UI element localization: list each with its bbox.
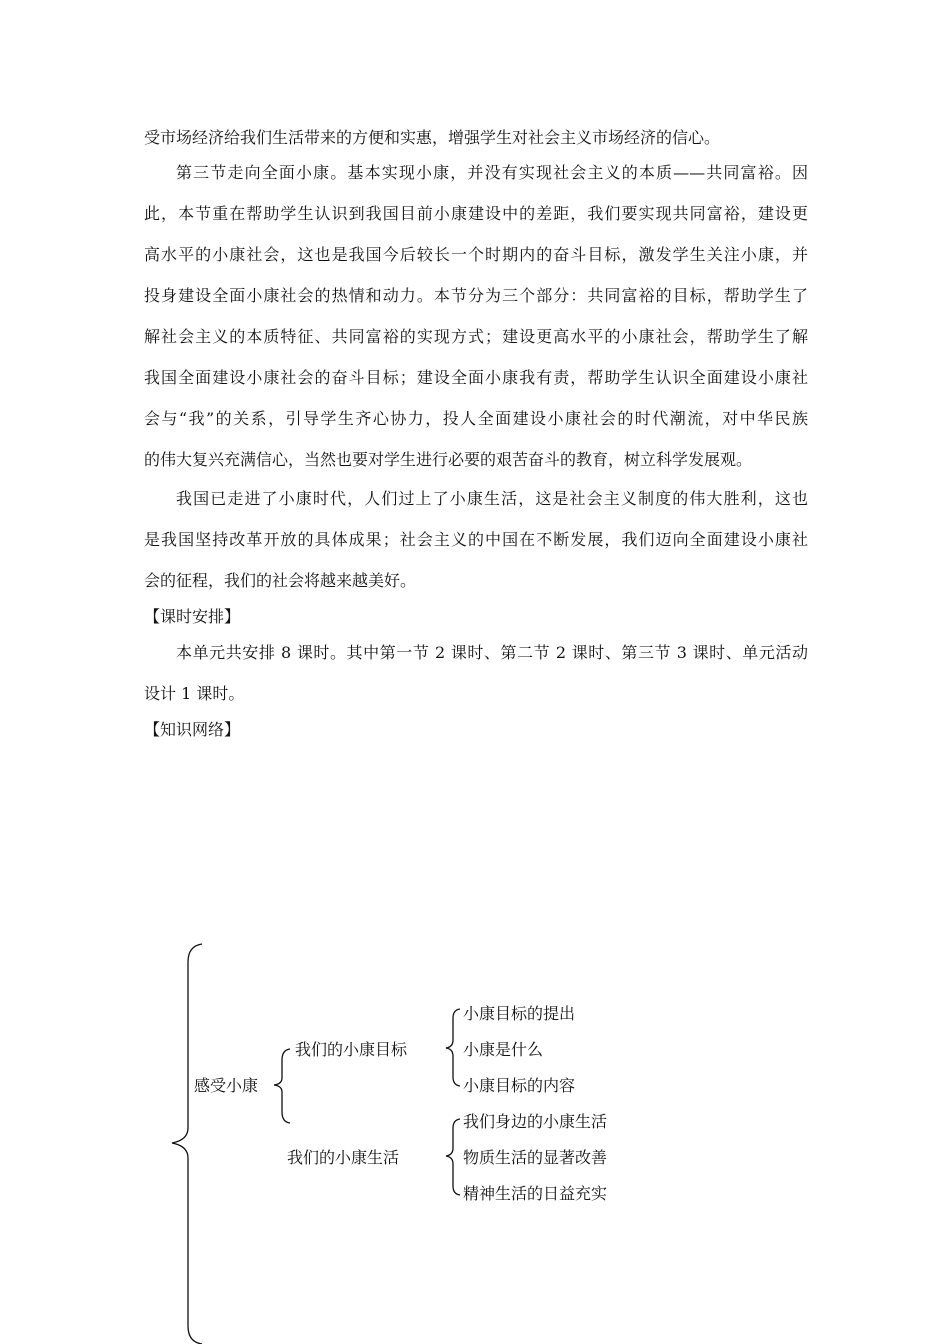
outer-brace (172, 944, 202, 1344)
paragraph-2-line: 会与“我”的关系，引导学生齐心协力，投人全面建设小康社会的时代潮流，对中华民族 (144, 409, 808, 428)
branch-1-brace (446, 1009, 460, 1086)
paragraph-2-line: 高水平的小康社会，这也是我国今后较长一个时期内的奋斗目标，激发学生关注小康，并 (144, 245, 808, 264)
paragraph-2-line: 我国全面建设小康社会的奋斗目标；建设全面小康我有责，帮助学生认识全面建设小康社 (144, 368, 808, 387)
network-root-node: 感受小康 (194, 1076, 259, 1095)
schedule-line: 设计 1 课时。 (144, 684, 245, 703)
network-leaf-item: 小康目标的提出 (463, 1004, 576, 1023)
network-leaf-item: 小康目标的内容 (463, 1076, 576, 1095)
paragraph-2-line: 此，本节重在帮助学生认识到我国目前小康建设中的差距，我们要实现共同富裕，建设更 (144, 204, 808, 223)
paragraph-2-line: 第三节走向全面小康。基本实现小康，并没有实现社会主义的本质——共同富裕。因 (176, 163, 808, 182)
section-heading-network: 【知识网络】 (144, 720, 241, 739)
paragraph-3-line: 是我国坚持改革开放的具体成果；社会主义的中国在不断发展，我们迈向全面建设小康社 (144, 530, 808, 549)
section-heading-schedule: 【课时安排】 (144, 607, 241, 626)
network-branch-label: 我们的小康生活 (287, 1148, 400, 1167)
network-leaf-item: 我们身边的小康生活 (463, 1112, 608, 1131)
root-brace (274, 1049, 290, 1123)
paragraph-2-line: 投身建设全面小康社会的热情和动力。本节分为三个部分：共同富裕的目标，帮助学生了 (144, 286, 808, 305)
paragraph-3-line: 我国已走进了小康时代，人们过上了小康生活，这是社会主义制度的伟大胜利，这也 (176, 489, 808, 508)
network-leaf-item: 精神生活的日益充实 (463, 1184, 608, 1203)
network-leaf-item: 小康是什么 (463, 1040, 544, 1059)
paragraph-3-line: 会的征程，我们的社会将越来越美好。 (144, 571, 417, 590)
paragraph-2-line: 的伟大复兴充满信心，当然也要对学生进行必要的艰苦奋斗的教育，树立科学发展观。 (144, 450, 753, 469)
network-branch-label: 我们的小康目标 (295, 1040, 408, 1059)
schedule-line: 本单元共安排 8 课时。其中第一节 2 课时、第二节 2 课时、第三节 3 课时、单元活动 (176, 643, 808, 662)
paragraph-1-line: 受市场经济给我们生活带来的方便和实惠，增强学生对社会主义市场经济的信心。 (144, 128, 721, 147)
network-leaf-item: 物质生活的显著改善 (463, 1148, 608, 1167)
paragraph-2-line: 解社会主义的本质特征、共同富裕的实现方式；建设更高水平的小康社会，帮助学生了解 (144, 327, 808, 346)
branch-2-brace (446, 1119, 460, 1195)
